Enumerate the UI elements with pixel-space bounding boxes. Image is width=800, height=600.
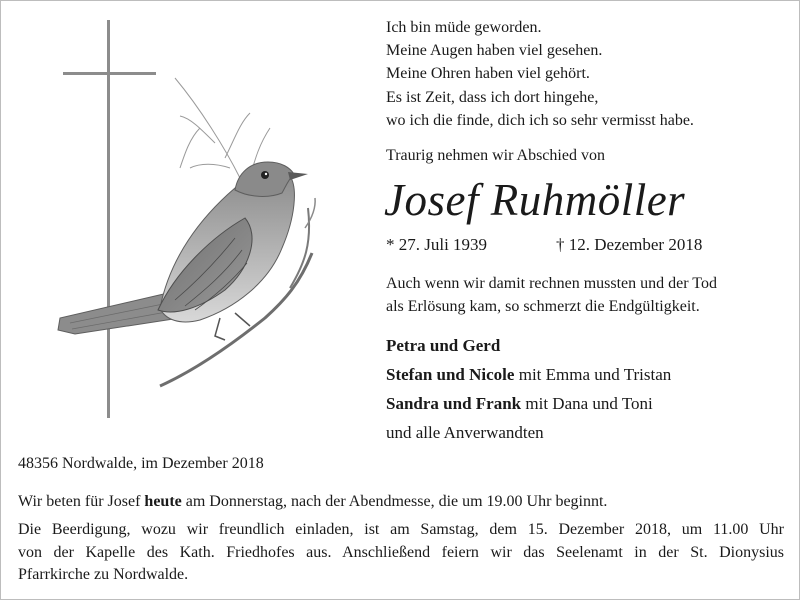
funeral-line: Pfarrkirche zu Nordwalde. bbox=[18, 566, 189, 583]
mourner-names: Sandra und Frank bbox=[386, 394, 522, 413]
farewell-intro: Traurig nehmen wir Abschied von bbox=[386, 147, 605, 164]
poem-line: Es ist Zeit, dass ich dort hingehe, bbox=[386, 88, 599, 106]
poem-line: wo ich die finde, dich ich so sehr vermisst habe. bbox=[386, 111, 694, 129]
poem-line: Meine Augen haben viel gesehen. bbox=[386, 42, 603, 60]
quote-line: als Erlösung kam, so schmerzt die Endgültigkeit. bbox=[386, 298, 700, 315]
prayer-text-after: am Donnerstag, nach der Abendmesse, die um 19.00 Uhr beginnt. bbox=[181, 493, 608, 510]
mourner-rest: mit Emma und Tristan bbox=[514, 365, 672, 384]
funeral-line: von der Kapelle des Kath. Friedhofes aus. Anschließend feiern wir das Seelenamt in der St. Dionysius bbox=[18, 543, 784, 561]
funeral-notice bbox=[18, 519, 784, 587]
condolence-quote bbox=[386, 272, 786, 318]
mourner-line bbox=[386, 331, 671, 360]
life-dates bbox=[386, 234, 703, 256]
mourner-names: Petra und Gerd bbox=[386, 336, 501, 355]
poem bbox=[386, 16, 786, 132]
mourner-line bbox=[386, 418, 671, 447]
funeral-line: Die Beerdigung, wozu wir freundlich einladen, ist am Samstag, dem 15. Dezember 2018, um 11.00 Uhr bbox=[18, 521, 784, 538]
prayer-text-before: Wir beten für Josef bbox=[18, 493, 145, 510]
prayer-notice bbox=[18, 491, 607, 513]
mourner-rest: und alle Anverwandten bbox=[386, 423, 544, 442]
mourners-list bbox=[386, 331, 671, 447]
deceased-name: Josef Ruhmöller bbox=[384, 175, 686, 225]
death-date: † 12. Dezember 2018 bbox=[556, 235, 703, 254]
quote-line: Auch wenn wir damit rechnen mussten und der Tod bbox=[386, 275, 717, 292]
birth-date: * 27. Juli 1939 bbox=[386, 235, 488, 254]
mourner-rest: mit Dana und Toni bbox=[521, 394, 653, 413]
poem-line: Ich bin müde geworden. bbox=[386, 19, 542, 36]
bird-on-branch-illustration bbox=[50, 68, 330, 398]
mourner-names: Stefan und Nicole bbox=[386, 365, 515, 384]
prayer-highlight: heute bbox=[144, 493, 182, 510]
poem-line: Meine Ohren haben viel gehört. bbox=[386, 65, 590, 83]
place-and-date: 48356 Nordwalde, im Dezember 2018 bbox=[18, 455, 264, 472]
mourner-line bbox=[386, 360, 671, 389]
mourner-line bbox=[386, 389, 671, 418]
